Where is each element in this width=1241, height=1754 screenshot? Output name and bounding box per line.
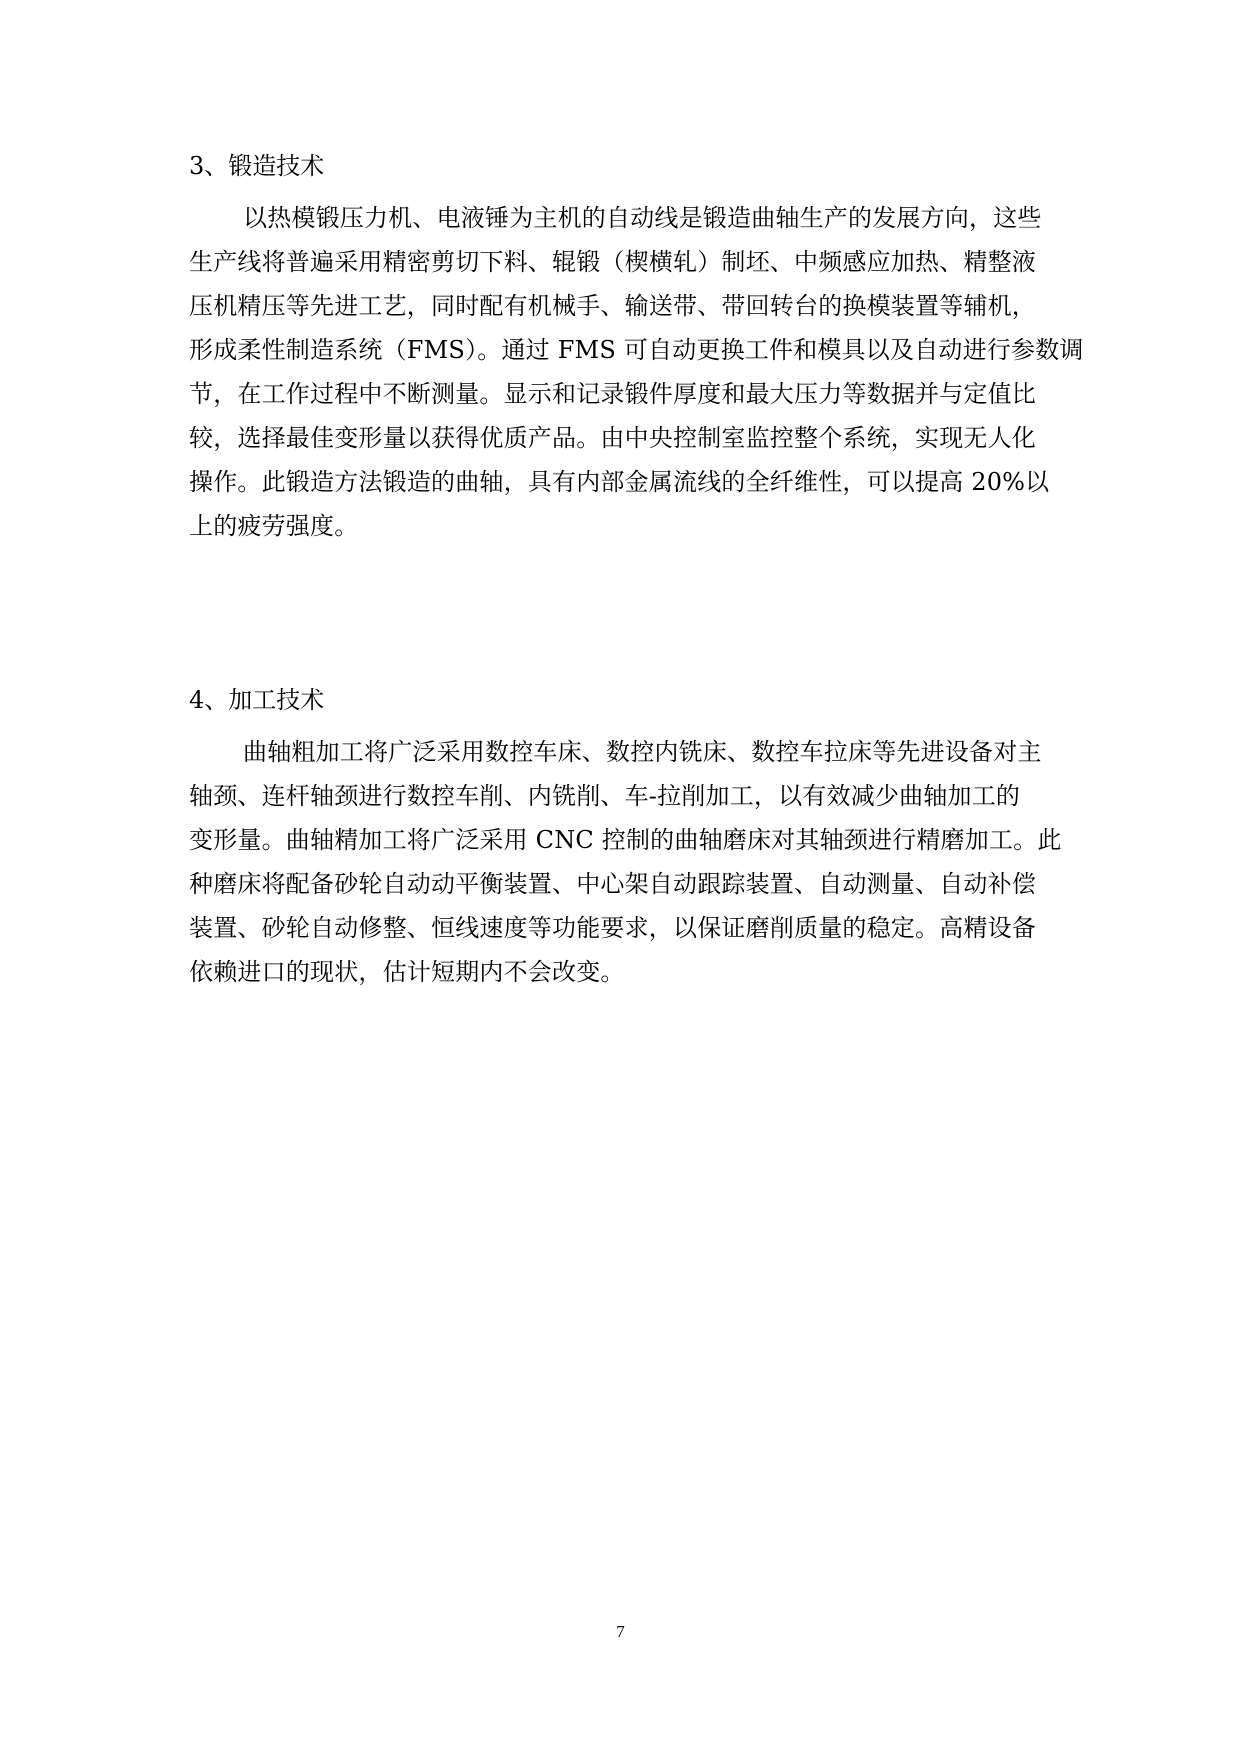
paragraph-machining <box>189 730 1069 994</box>
text-line: 变形量。曲轴精加工将广泛采用 CNC 控制的曲轴磨床对其轴颈进行精磨加工。此 <box>189 826 1062 854</box>
text-line: 较，选择最佳变形量以获得优质产品。由中央控制室监控整个系统，实现无人化 <box>189 424 1036 452</box>
page-number: 7 <box>616 1622 625 1641</box>
text-line: 压机精压等先进工艺，同时配有机械手、输送带、带回转台的换模装置等辅机， <box>189 292 1036 320</box>
text-line: 以热模锻压力机、电液锤为主机的自动线是锻造曲轴生产的发展方向，这些 <box>243 204 1042 232</box>
section-heading-machining: 4、加工技术 <box>189 686 325 714</box>
text-line: 操作。此锻造方法锻造的曲轴，具有内部金属流线的全纤维性，可以提高 20%以 <box>189 468 1050 496</box>
paragraph-forging <box>189 196 1084 548</box>
text-line: 形成柔性制造系统（FMS）。通过 FMS 可自动更换工件和模具以及自动进行参数调 <box>189 336 1084 364</box>
text-line: 依赖进口的现状，估计短期内不会改变。 <box>189 958 625 986</box>
text-line: 上的疲劳强度。 <box>189 512 359 540</box>
text-line: 种磨床将配备砂轮自动动平衡装置、中心架自动跟踪装置、自动测量、自动补偿 <box>189 870 1036 898</box>
section-heading-forging: 3、锻造技术 <box>189 152 325 180</box>
text-line: 节，在工作过程中不断测量。显示和记录锻件厚度和最大压力等数据并与定值比 <box>189 380 1036 408</box>
text-line: 曲轴粗加工将广泛采用数控车床、数控内铣床、数控车拉床等先进设备对主 <box>243 738 1042 766</box>
text-line: 生产线将普遍采用精密剪切下料、辊锻（楔横轧）制坯、中频感应加热、精整液 <box>189 248 1036 276</box>
text-line: 装置、砂轮自动修整、恒线速度等功能要求，以保证磨削质量的稳定。高精设备 <box>189 914 1036 942</box>
text-line: 轴颈、连杆轴颈进行数控车削、内铣削、车-拉削加工，以有效减少曲轴加工的 <box>189 782 1021 810</box>
